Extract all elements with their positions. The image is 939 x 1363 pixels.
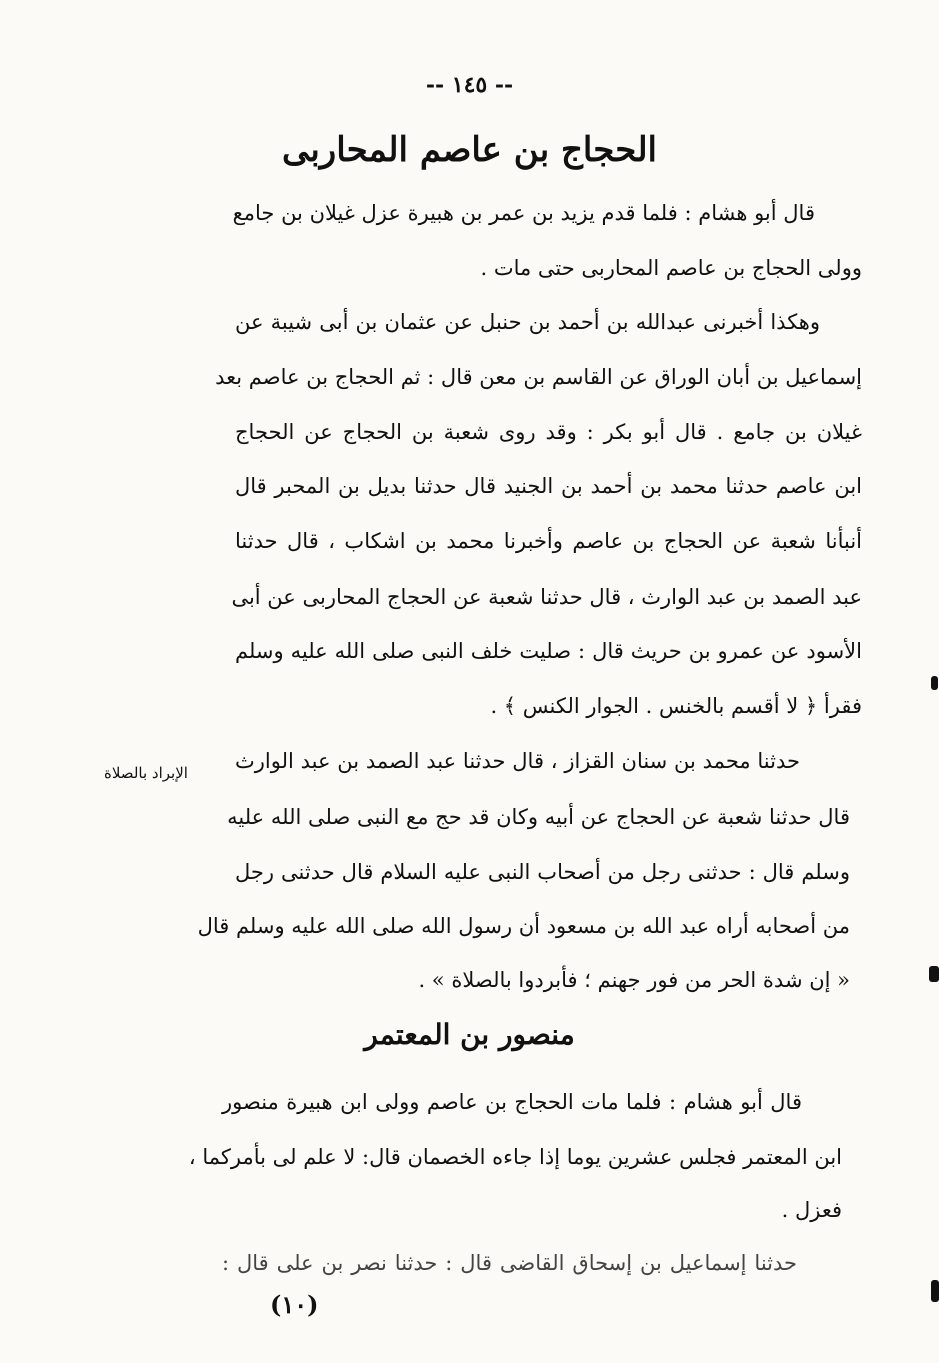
text-line: الأسود عن عمرو بن حريث قال : صليت خلف النبى صلى الله عليه وسلم xyxy=(235,639,862,663)
text-line: وهكذا أخبرنى عبدالله بن أحمد بن حنبل عن عثمان بن أبى شيبة عن xyxy=(235,310,820,334)
text-line: ابن عاصم حدثنا محمد بن أحمد بن الجنيد قال حدثنا بديل بن المحبر قال xyxy=(235,474,862,498)
margin-note: الإبراد بالصلاة xyxy=(104,764,188,782)
section-title-mansur: منصور بن المعتمر xyxy=(364,1018,575,1051)
text-line: أنبأنا شعبة عن الحجاج بن عاصم وأخبرنا محمد بن اشكاب ، قال حدثنا xyxy=(235,529,862,553)
text-line: « إن شدة الحر من فور جهنم ؛ فأبردوا بالصلاة » . xyxy=(418,968,850,992)
text-line: قال حدثنا شعبة عن الحجاج عن أبيه وكان قد حج مع النبى صلى الله عليه xyxy=(227,805,850,829)
text-line: من أصحابه أراه عبد الله بن مسعود أن رسول الله صلى الله عليه وسلم قال xyxy=(197,914,850,938)
text-line: غيلان بن جامع . قال أبو بكر : وقد روى شعبة بن الحجاج عن الحجاج xyxy=(235,420,862,444)
text-line: حدثنا إسماعيل بن إسحاق القاضى قال : حدثنا نصر بن على قال : xyxy=(222,1251,797,1275)
scan-speck xyxy=(931,676,938,690)
text-line: قال أبو هشام : فلما مات الحجاج بن عاصم وولى ابن هبيرة منصور xyxy=(222,1090,802,1114)
text-line: وسلم قال : حدثنى رجل من أصحاب النبى عليه السلام قال حدثنى رجل xyxy=(235,860,850,884)
text-line: عبد الصمد بن عبد الوارث ، قال حدثنا شعبة عن الحجاج المحاربى عن أبى xyxy=(231,585,862,609)
text-line: حدثنا محمد بن سنان القزاز ، قال حدثنا عبد الصمد بن عبد الوارث xyxy=(235,749,800,773)
section-title-hajjaj: الحجاج بن عاصم المحاربى xyxy=(282,130,657,170)
text-line: إسماعيل بن أبان الوراق عن القاسم بن معن قال : ثم الحجاج بن عاصم بعد xyxy=(215,365,862,389)
text-line: قال أبو هشام : فلما قدم يزيد بن عمر بن هبيرة عزل غيلان بن جامع xyxy=(232,201,815,225)
footer-number: (١٠) xyxy=(270,1290,319,1319)
text-line: ابن المعتمر فجلس عشرين يوما إذا جاءه الخصمان قال: لا علم لى بأمركما ، xyxy=(188,1145,842,1169)
page-number: -- ١٤٥ -- xyxy=(425,72,514,98)
scan-speck xyxy=(929,966,939,982)
text-line: فعزل . xyxy=(781,1198,842,1222)
text-line: فقرأ ﴿ لا أقسم بالخنس . الجوار الكنس ﴾ . xyxy=(490,694,862,718)
scan-speck xyxy=(931,1280,939,1302)
text-line: وولى الحجاج بن عاصم المحاربى حتى مات . xyxy=(480,256,862,280)
